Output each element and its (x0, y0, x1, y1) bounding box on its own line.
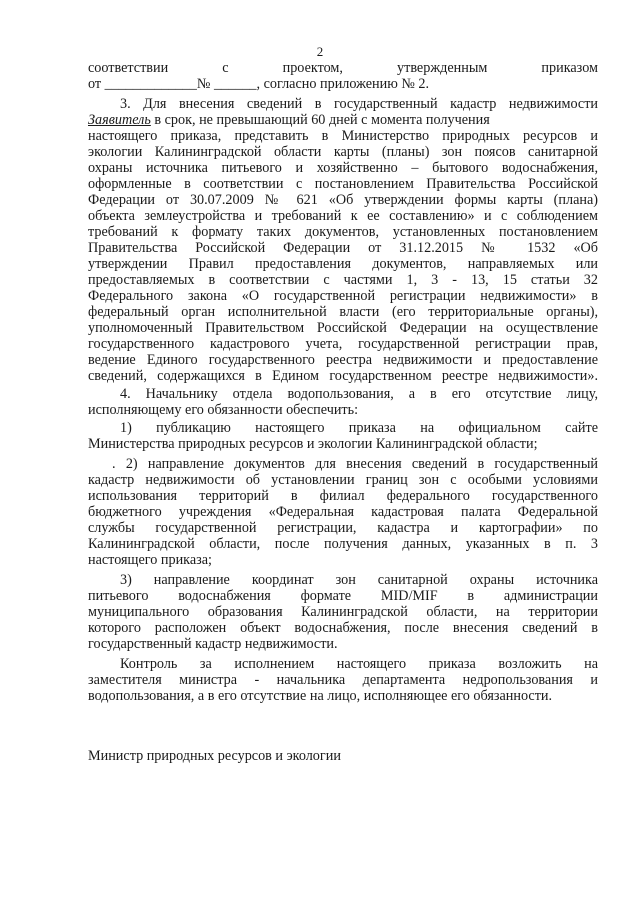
applicant-word: Заявитель (88, 112, 151, 128)
text-line: ведение Единого государственного реестра недвижимости и предоставление (88, 352, 598, 368)
text-line: водопользования, а в его отсутствие на лицо, исполняющее его обязанности. (88, 688, 553, 704)
text-line: бюджетного учреждения «Федеральная кадастровая палата Федеральной (88, 504, 598, 520)
text-line: сведений, содержащихся в Едином государственном реестре недвижимости». (88, 368, 598, 384)
text-line: Правительства Российской Федерации от 31.12.2015 № 1532 «Об (88, 240, 598, 256)
text-fragment: в срок, не превышающий 60 дней с момента получения (150, 112, 490, 128)
text-line: настоящего приказа, представить в Министерство природных ресурсов и (88, 128, 598, 144)
text-line: объекта землеустройства и требований к ее составлению» и с соблюдением (88, 208, 598, 224)
text-line: от _____________№ ______, согласно приложению № 2. (88, 76, 430, 92)
text-line: оформленные в соответствии с постановлением Правительства Российской (88, 176, 598, 192)
text-line: 4. Начальнику отдела водопользования, а в его отсутствие лицу, (120, 386, 598, 402)
text-line: 3. Для внесения сведений в государственный кадастр недвижимости (120, 96, 598, 112)
text-line: экологии Калининградской области карты (планы) зон поясов санитарной (88, 144, 598, 160)
text-line: 1) публикацию настоящего приказа на официальном сайте (120, 420, 598, 436)
text-line: службы государственной регистрации, кадастра и картографии» по (88, 520, 598, 536)
text-line: Калининградской области, после получения данных, указанных в п. 3 (88, 536, 598, 552)
text-line: соответствии с проектом, утвержденным приказом (88, 60, 598, 76)
page-number: 2 (316, 44, 324, 59)
text-line: Контроль за исполнением настоящего приказа возложить на (120, 656, 598, 672)
text-line: использования территорий в филиал федерального государственного (88, 488, 598, 504)
text-line: заместителя министра - начальника департамента недропользования и (88, 672, 598, 688)
text-line: охраны источника питьевого и хозяйственно – бытового водоснабжения, (88, 160, 598, 176)
text-line: Министерства природных ресурсов и экологии Калининградской области; (88, 436, 538, 452)
text-line: уполномоченный Правительством Российской Федерации на осуществление (88, 320, 598, 336)
text-line: государственного кадастрового учета, государственной регистрации прав, (88, 336, 598, 352)
text-line: предоставляемых в соответствии с частями 1, 3 - 13, 15 статьи 32 (88, 272, 598, 288)
text-line: 3) направление координат зон санитарной охраны источника (120, 572, 598, 588)
text-line: настоящего приказа; (88, 552, 212, 568)
text-line: муниципального образования Калининградской области, на территории (88, 604, 598, 620)
signature-line: Министр природных ресурсов и экологии (88, 748, 341, 764)
text-line: питьевого водоснабжения формате MID/MIF в администрации (88, 588, 598, 604)
text-line: федеральный орган исполнительной власти (его территориальные органы), (88, 304, 598, 320)
text-line: Федерации от 30.07.2009 № 621 «Об утверждении формы карты (плана) (88, 192, 598, 208)
text-line: утверждении Правил предоставления документов, направляемых или (88, 256, 598, 272)
text-line: . 2) направление документов для внесения сведений в государственный (112, 456, 598, 472)
text-line (88, 112, 598, 128)
text-line: кадастр недвижимости об установлении границ зон с особыми условиями (88, 472, 598, 488)
text-line: требований к формату таких документов, установленных постановлением (88, 224, 598, 240)
text-line: Федерального закона «О государственной регистрации недвижимости» в (88, 288, 598, 304)
text-line: которого расположен объект водоснабжения, после внесения сведений в (88, 620, 598, 636)
text-line: исполняющему его обязанности обеспечить: (88, 402, 359, 418)
text-line: государственный кадастр недвижимости. (88, 636, 338, 652)
